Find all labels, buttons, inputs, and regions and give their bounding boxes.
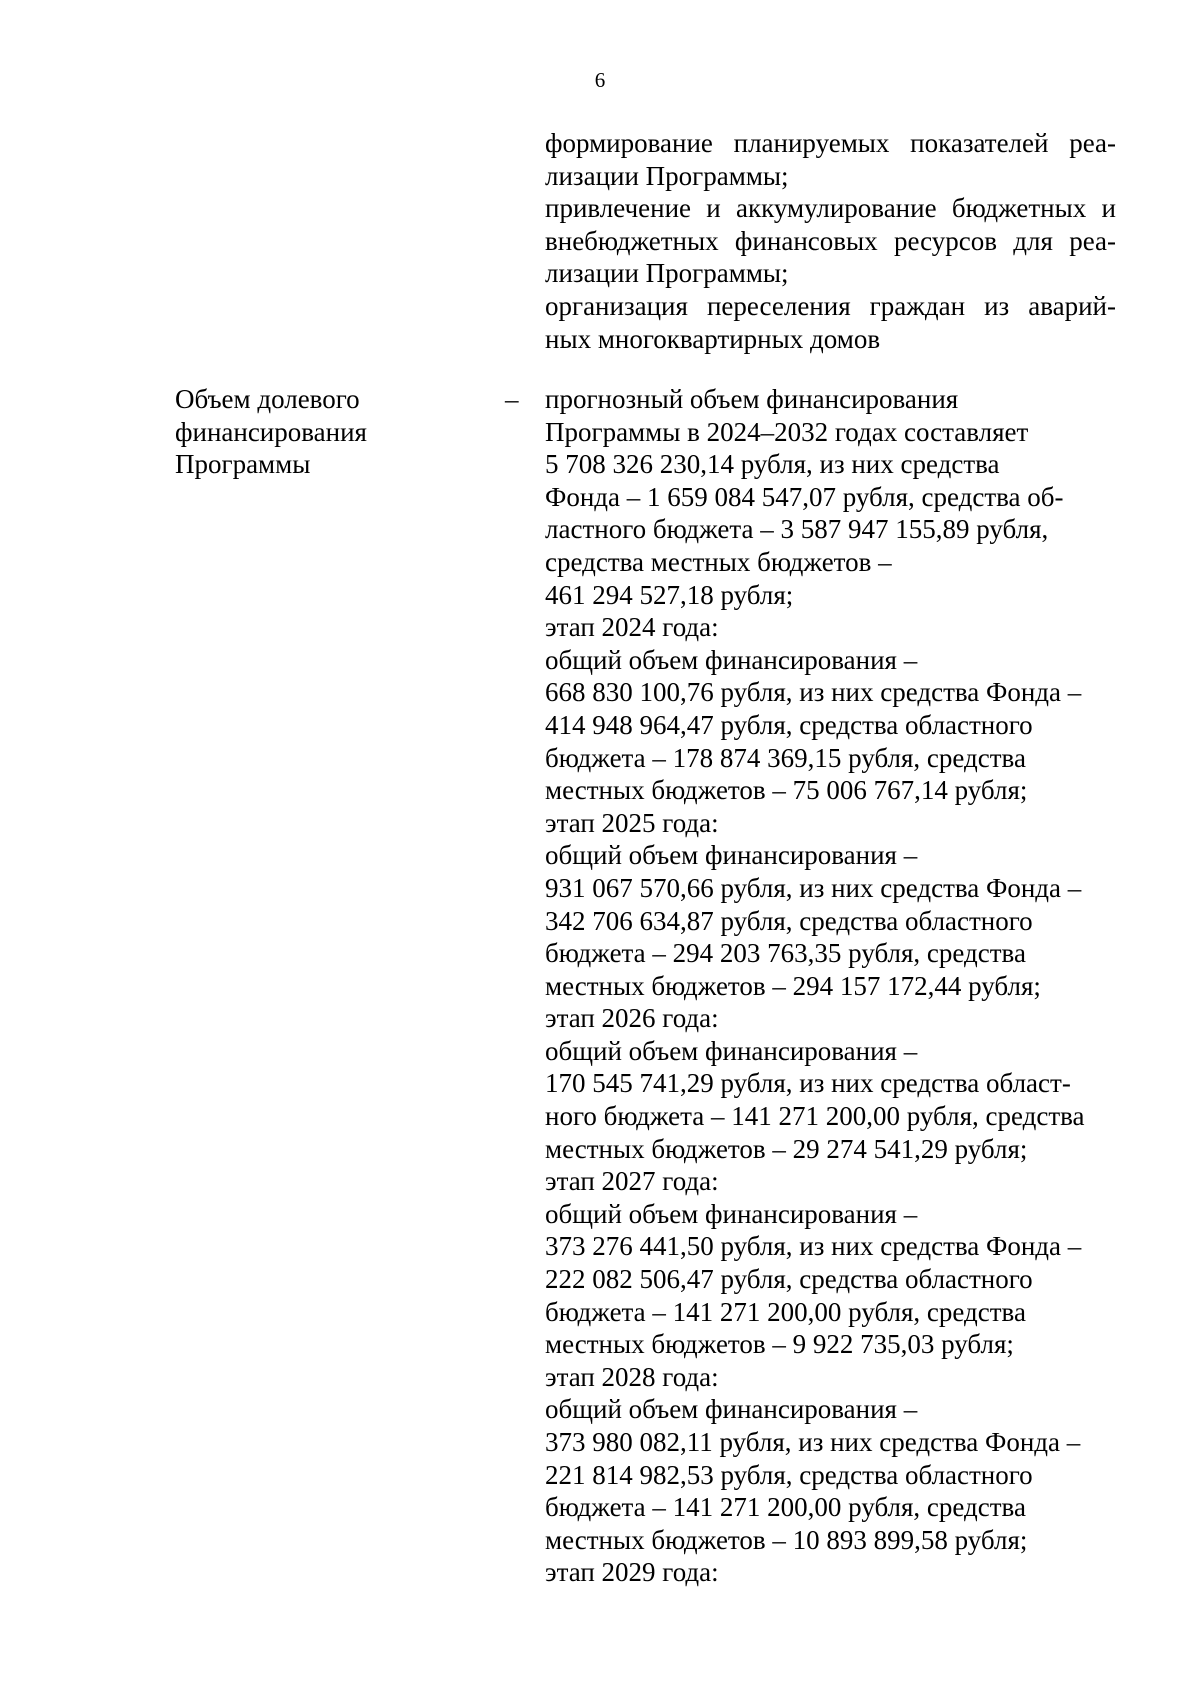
- value-line: общий объем финансирования –: [545, 840, 918, 871]
- value-line: общий объем финансирования –: [545, 1035, 918, 1066]
- text-line: формирование планируемых показателей реа-: [545, 128, 1116, 158]
- value-line: общий объем финансирования –: [545, 1394, 918, 1425]
- value-line: общий объем финансирования –: [545, 1198, 918, 1229]
- value-line: местных бюджетов – 10 893 899,58 рубля;: [545, 1524, 1028, 1555]
- stage-heading: этап 2028 года:: [545, 1361, 719, 1392]
- value-line: 461 294 527,18 рубля;: [545, 579, 794, 610]
- funding-row-label: [175, 383, 455, 481]
- value-line: ластного бюджета – 3 587 947 155,89 рубля,: [545, 514, 1049, 545]
- goals-text-block: [545, 127, 1116, 355]
- value-line: 221 814 982,53 рубля, средства областного: [545, 1459, 1033, 1490]
- value-line: местных бюджетов – 9 922 735,03 рубля;: [545, 1329, 1014, 1360]
- stage-heading: этап 2025 года:: [545, 807, 719, 838]
- value-line: Программы в 2024–2032 годах составляет: [545, 416, 1029, 447]
- stage-heading: этап 2026 года:: [545, 1003, 719, 1034]
- value-line: Фонда – 1 659 084 547,07 рубля, средства об-: [545, 481, 1064, 512]
- value-line: бюджета – 141 271 200,00 рубля, средства: [545, 1492, 1026, 1523]
- funding-value-block: [545, 383, 1116, 1589]
- text-line: привлечение и аккумулирование бюджетных и: [545, 193, 1116, 224]
- value-line: бюджета – 294 203 763,35 рубля, средства: [545, 938, 1026, 969]
- text-line: внебюджетных финансовых ресурсов для реа-: [545, 225, 1116, 256]
- label-line: Программы: [175, 449, 311, 480]
- page-number: 6: [594, 68, 606, 92]
- value-line: 668 830 100,76 рубля, из них средства Фонда –: [545, 677, 1082, 708]
- text-line: лизации Программы;: [545, 258, 789, 289]
- label-line: Объем долевого: [175, 384, 360, 414]
- value-line: бюджета – 178 874 369,15 рубля, средства: [545, 742, 1026, 773]
- value-line: средства местных бюджетов –: [545, 546, 892, 577]
- text-line: ных многоквартирных домов: [545, 323, 881, 354]
- value-line: прогнозный объем финансирования: [545, 384, 959, 414]
- value-line: 222 082 506,47 рубля, средства областного: [545, 1264, 1033, 1295]
- value-line: 373 980 082,11 рубля, из них средства Фонда –: [545, 1427, 1081, 1457]
- stage-heading: этап 2029 года:: [545, 1557, 719, 1588]
- value-line: бюджета – 141 271 200,00 рубля, средства: [545, 1296, 1026, 1327]
- text-line: лизации Программы;: [545, 160, 789, 191]
- text-line: организация переселения граждан из аварий-: [545, 290, 1116, 321]
- row-dash-separator: –: [505, 384, 519, 414]
- value-line: 170 545 741,29 рубля, из них средства област-: [545, 1068, 1071, 1099]
- value-line: ного бюджета – 141 271 200,00 рубля, средства: [545, 1101, 1085, 1132]
- value-line: 931 067 570,66 рубля, из них средства Фонда –: [545, 872, 1082, 903]
- value-line: местных бюджетов – 75 006 767,14 рубля;: [545, 775, 1028, 806]
- stage-heading: этап 2027 года:: [545, 1166, 719, 1197]
- value-line: 342 706 634,87 рубля, средства областного: [545, 905, 1033, 936]
- value-line: местных бюджетов – 29 274 541,29 рубля;: [545, 1133, 1028, 1164]
- value-line: 373 276 441,50 рубля, из них средства Фонда –: [545, 1231, 1082, 1262]
- stage-heading: этап 2024 года:: [545, 612, 719, 643]
- value-line: 5 708 326 230,14 рубля, из них средства: [545, 449, 1000, 480]
- value-line: местных бюджетов – 294 157 172,44 рубля;: [545, 970, 1041, 1001]
- value-line: 414 948 964,47 рубля, средства областного: [545, 709, 1033, 740]
- value-line: общий объем финансирования –: [545, 644, 918, 675]
- label-line: финансирования: [175, 416, 367, 447]
